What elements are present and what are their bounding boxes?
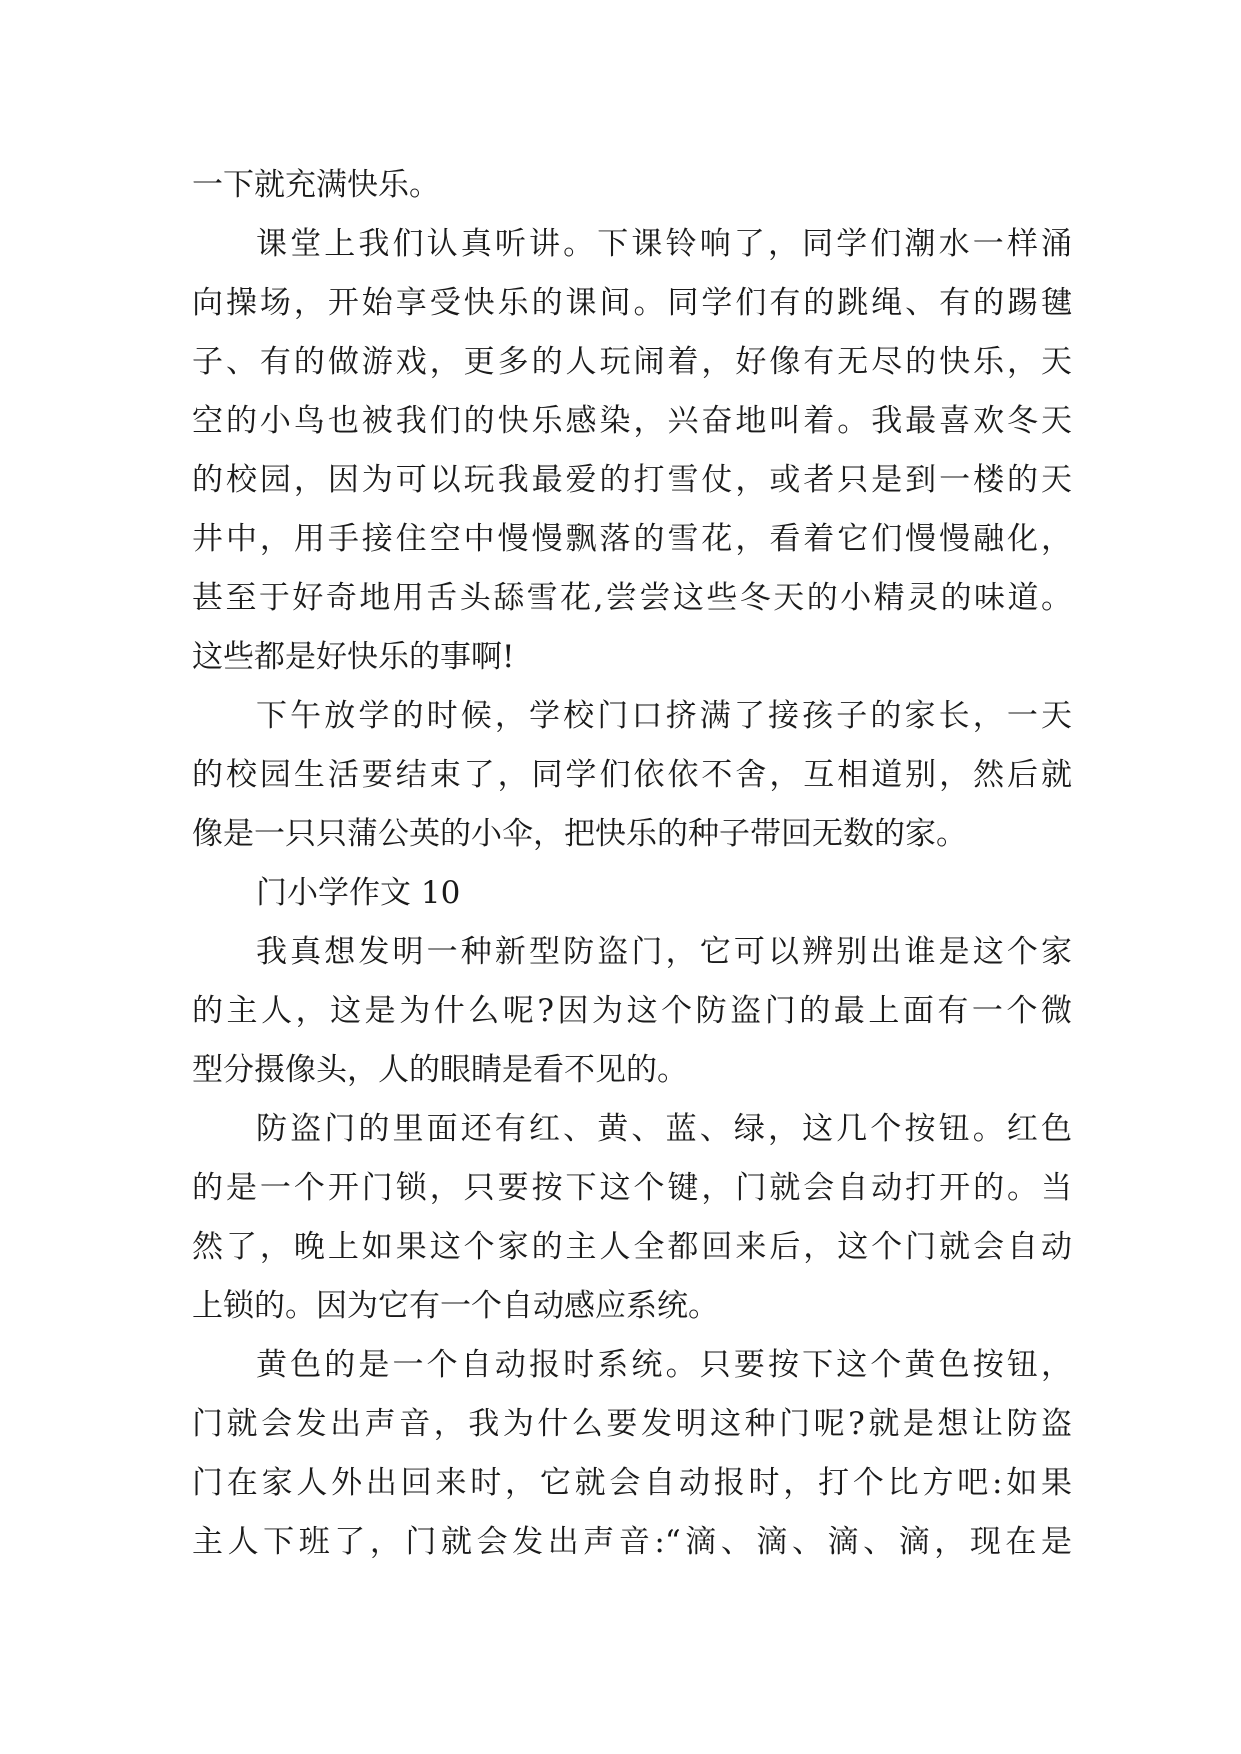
section-heading: 门小学作文 10 (256, 875, 461, 911)
text-line: 然了，晚上如果这个家的主人全都回来后，这个门就会自动 (192, 1229, 1072, 1265)
text-line: 型分摄像头，人的眼睛是看不见的。 (192, 1052, 688, 1088)
text-line: 一下就充满快乐。 (192, 167, 440, 203)
text-line: 井中，用手接住空中慢慢飘落的雪花，看着它们慢慢融化， (192, 521, 1072, 557)
text-line: 的校园生活要结束了，同学们依依不舍，互相道别，然后就 (192, 757, 1072, 793)
text-line: 向操场，开始享受快乐的课间。同学们有的跳绳、有的踢毽 (192, 285, 1072, 321)
text-line: 主人下班了，门就会发出声音:“滴、滴、滴、滴，现在是 (192, 1524, 1072, 1560)
essay-text (192, 156, 1072, 1572)
text-line: 上锁的。因为它有一个自动感应系统。 (192, 1288, 719, 1324)
text-line: 的是一个开门锁，只要按下这个键，门就会自动打开的。当 (192, 1170, 1072, 1206)
text-line: 子、有的做游戏，更多的人玩闹着，好像有无尽的快乐，天 (192, 344, 1072, 380)
paragraph-first-line: 课堂上我们认真听讲。下课铃响了，同学们潮水一样涌 (256, 226, 1072, 262)
text-line: 门就会发出声音，我为什么要发明这种门呢?就是想让防盗 (192, 1406, 1072, 1442)
paragraph-first-line: 防盗门的里面还有红、黄、蓝、绿，这几个按钮。红色 (256, 1111, 1072, 1147)
paragraph-first-line: 我真想发明一种新型防盗门，它可以辨别出谁是这个家 (256, 934, 1072, 970)
paragraph-first-line: 下午放学的时候，学校门口挤满了接孩子的家长，一天 (256, 698, 1072, 734)
text-line: 的校园，因为可以玩我最爱的打雪仗，或者只是到一楼的天 (192, 462, 1072, 498)
text-line: 门在家人外出回来时，它就会自动报时，打个比方吧:如果 (192, 1465, 1072, 1501)
text-line: 甚至于好奇地用舌头舔雪花,尝尝这些冬天的小精灵的味道。 (192, 580, 1072, 616)
text-line: 像是一只只蒲公英的小伞，把快乐的种子带回无数的家。 (192, 816, 967, 852)
text-line: 这些都是好快乐的事啊! (192, 639, 515, 675)
text-line: 空的小鸟也被我们的快乐感染，兴奋地叫着。我最喜欢冬天 (192, 403, 1072, 439)
paragraph-first-line: 黄色的是一个自动报时系统。只要按下这个黄色按钮， (256, 1347, 1072, 1383)
text-line: 的主人，这是为什么呢?因为这个防盗门的最上面有一个微 (192, 993, 1072, 1029)
